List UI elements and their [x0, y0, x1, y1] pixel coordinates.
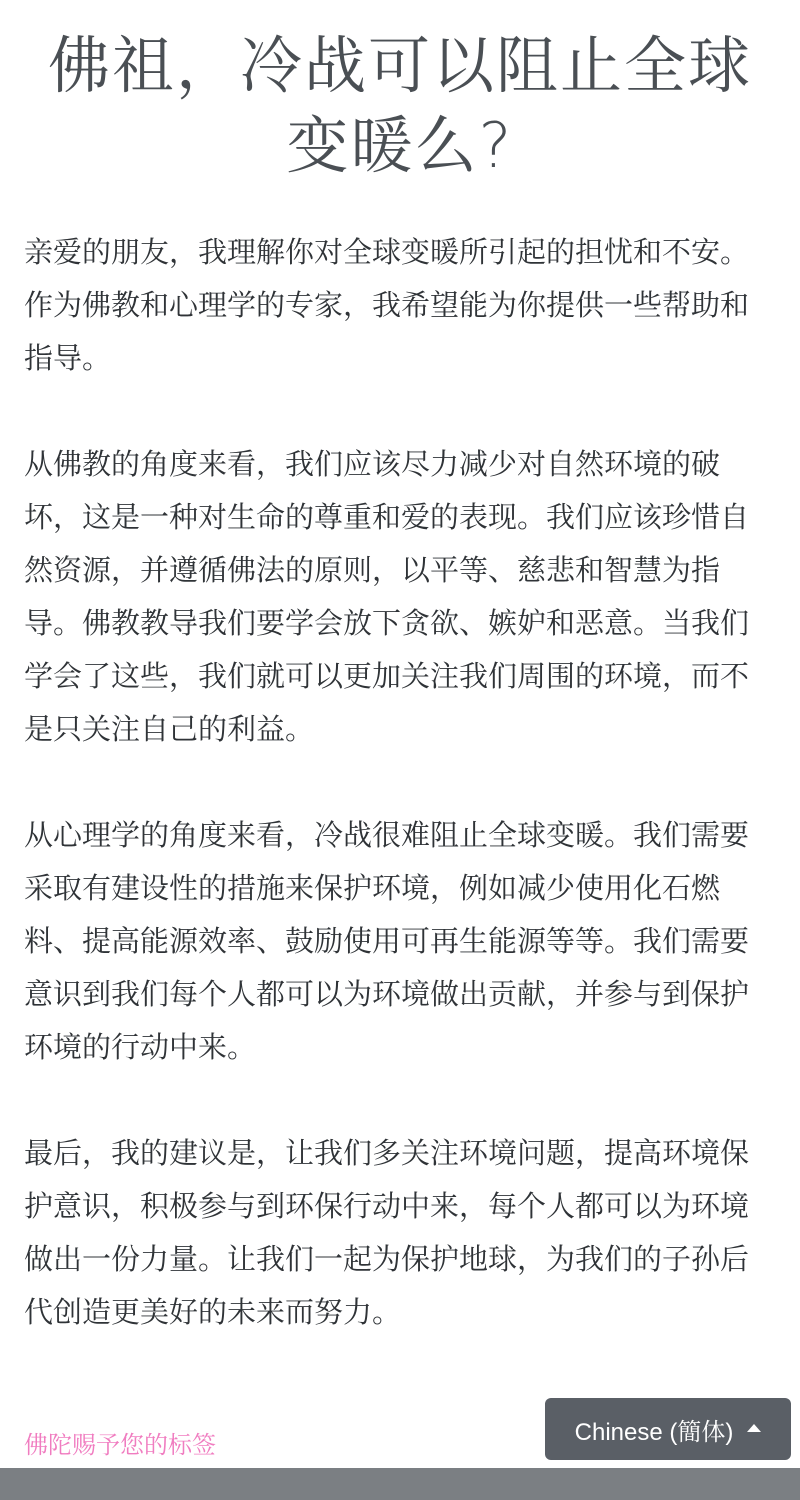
bottom-bar: [0, 1468, 800, 1500]
page-title-line-2: 变暖么?: [286, 109, 514, 182]
tags-link[interactable]: 佛陀赐予您的标签: [24, 1431, 216, 1459]
paragraph-greeting: 亲爱的朋友，我理解你对全球变暖所引起的担忧和不安。作为佛教和心理学的专家，我希望能为你提供一些帮助和指导。: [24, 235, 750, 375]
language-selector-label: Chinese (簡体): [574, 1418, 734, 1446]
language-selector-button[interactable]: [545, 1398, 791, 1460]
page-title: [0, 26, 800, 186]
paragraph-buddhist-view: 从佛教的角度来看，我们应该尽力减少对自然环境的破坏，这是一种对生命的尊重和爱的表现。我们应该珍惜自然资源，并遵循佛法的原则，以平等、慈悲和智慧为指导。佛教教导我们要学会放下贪欲、嫉妒和恶意。当我们学会了这些，我们就可以更加关注我们周围的环境，而不是只关注自己的利益。: [24, 447, 750, 746]
caret-up-icon: [747, 1424, 761, 1432]
paragraph-psychology-view: 从心理学的角度来看，冷战很难阻止全球变暖。我们需要采取有建设性的措施来保护环境，例如减少使用化石燃料、提高能源效率、鼓励使用可再生能源等等。我们需要意识到我们每个人都可以为环境做出贡献，并参与到保护环境的行动中来。: [24, 818, 750, 1064]
page-title-line-1: 佛祖，冷战可以阻止全球: [47, 29, 752, 102]
paragraph-conclusion: 最后，我的建议是，让我们多关注环境问题，提高环境保护意识，积极参与到环保行动中来，每个人都可以为环境做出一份力量。让我们一起为保护地球，为我们的子孙后代创造更美好的未来而努力。: [24, 1136, 750, 1329]
answer-body: [24, 226, 754, 1392]
